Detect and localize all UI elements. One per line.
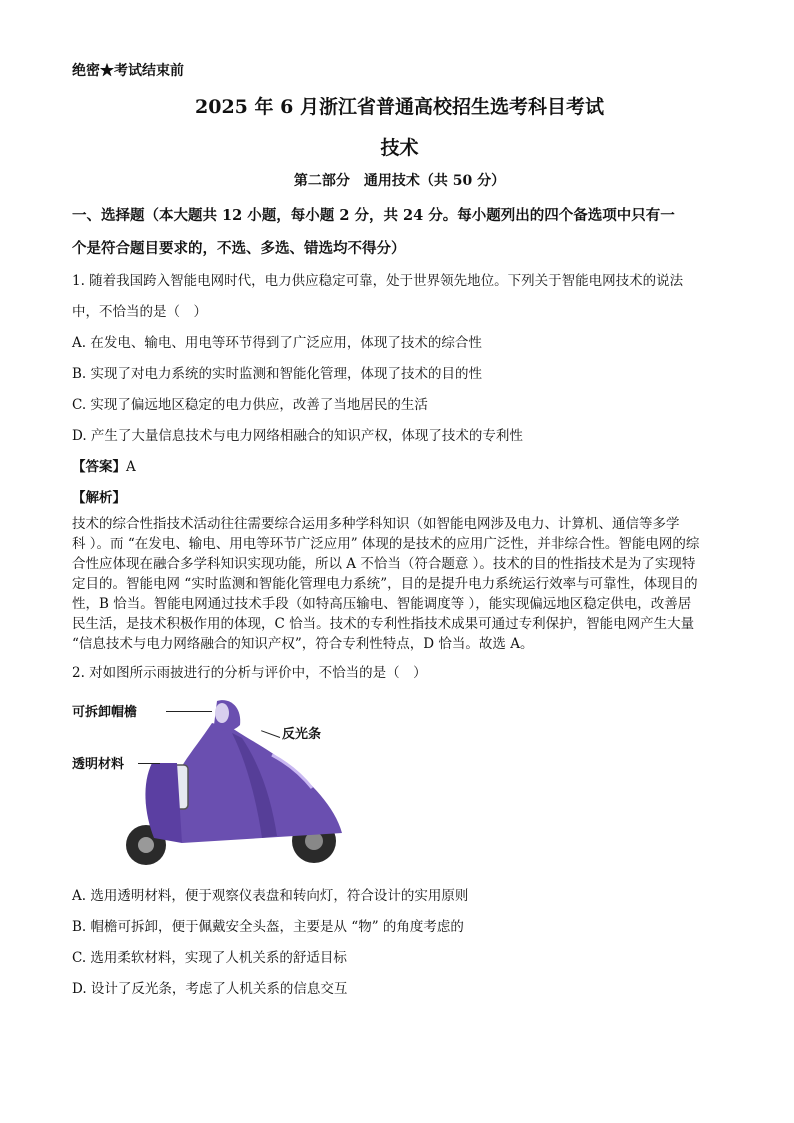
q1-analysis-line-1: 技术的综合性指技术活动往往需要综合运用多种学科知识（如智能电网涉及电力、计算机、通信等多学 (72, 516, 680, 532)
face-window (215, 703, 229, 723)
q2-stem: 2. 对如图所示雨披进行的分析与评价中，不恰当的是（ ） (72, 665, 427, 681)
question-2 (72, 658, 727, 1005)
q2-option-c: C. 选用柔软材料，实现了人机关系的舒适目标 (72, 950, 347, 966)
q2-option-b: B. 帽檐可拆卸，便于佩戴安全头盔，主要是从 “物” 的角度考虑的 (72, 919, 464, 935)
q1-analysis (72, 514, 727, 654)
leader-line-brim (166, 711, 212, 712)
raincoat-figure (72, 693, 372, 871)
label-transparent-material: 透明材料 (72, 757, 125, 772)
leader-line-transparent (138, 763, 160, 764)
q1-stem-line-2: 中，不恰当的是（ ） (72, 304, 207, 320)
q1-answer-value: A (126, 459, 136, 475)
q1-analysis-line-7: “信息技术与电力网络融合的知识产权”，符合专利性特点，D 恰当。故选 A。 (72, 636, 534, 652)
front-hub (138, 837, 154, 853)
q1-answer-label: 【答案】 (72, 459, 126, 475)
secret-mark: 绝密★考试结束前 (72, 63, 184, 79)
q1-stem-line-1: 1. 随着我国跨入智能电网时代，电力供应稳定可靠，处于世界领先地位。下列关于智能电网技术的说法 (72, 273, 684, 289)
q1-analysis-line-4: 定目的。智能电网 “实时监测和智能化管理电力系统”，目的是提升电力系统运行效率与可靠性，体现目的 (72, 576, 698, 592)
q1-analysis-line-2: 科 ）。而 “在发电、输电、用电等环节广泛应用” 体现的是技术的应用广泛性，并非综合性。智能电网的综 (72, 536, 700, 552)
q1-option-d: D. 产生了大量信息技术与电力网络相融合的知识产权，体现了技术的专利性 (72, 428, 523, 444)
part-heading: 第二部分 通用技术（共 50 分） (293, 173, 506, 189)
section-heading (72, 200, 727, 264)
q1-answer (72, 452, 727, 483)
q1-analysis-line-5: 性，B 恰当。智能电网通过技术手段（如特高压输电、智能调度等 ），能实现偏远地区稳定供电，改善居 (72, 596, 692, 612)
question-1 (72, 266, 727, 654)
q2-option-d: D. 设计了反光条，考虑了人机关系的信息交互 (72, 981, 348, 997)
q1-option-b: B. 实现了对电力系统的实时监测和智能化管理，体现了技术的目的性 (72, 366, 483, 382)
q1-option-c: C. 实现了偏远地区稳定的电力供应，改善了当地居民的生活 (72, 397, 428, 413)
exam-title: 2025 年 6 月浙江省普通高校招生选考科目考试 (195, 96, 604, 118)
q1-option-a: A. 在发电、输电、用电等环节得到了广泛应用，体现了技术的综合性 (72, 335, 482, 351)
exam-subject: 技术 (380, 137, 419, 159)
section-heading-line-2: 个是符合题目要求的，不选、多选、错选均不得分） (72, 240, 406, 257)
q2-option-a: A. 选用透明材料，便于观察仪表盘和转向灯，符合设计的实用原则 (72, 888, 469, 904)
q1-analysis-line-3: 合性应体现在融合多学科知识实现功能，所以 A 不恰当（符合题意 ）。技术的目的性指技术是为了实现特 (72, 556, 696, 572)
label-reflective-strip: 反光条 (282, 727, 322, 742)
q1-analysis-label: 【解析】 (72, 490, 126, 506)
label-detachable-brim: 可拆卸帽檐 (72, 705, 138, 720)
section-heading-line-1: 一、选择题（本大题共 12 小题，每小题 2 分，共 24 分。每小题列出的四个备选项中只有一 (72, 207, 675, 224)
q1-analysis-line-6: 民生活，是技术积极作用的体现，C 恰当。技术的专利性指技术成果可通过专利保护，智能电网产生大量 (72, 616, 695, 632)
exam-page (72, 60, 727, 1005)
